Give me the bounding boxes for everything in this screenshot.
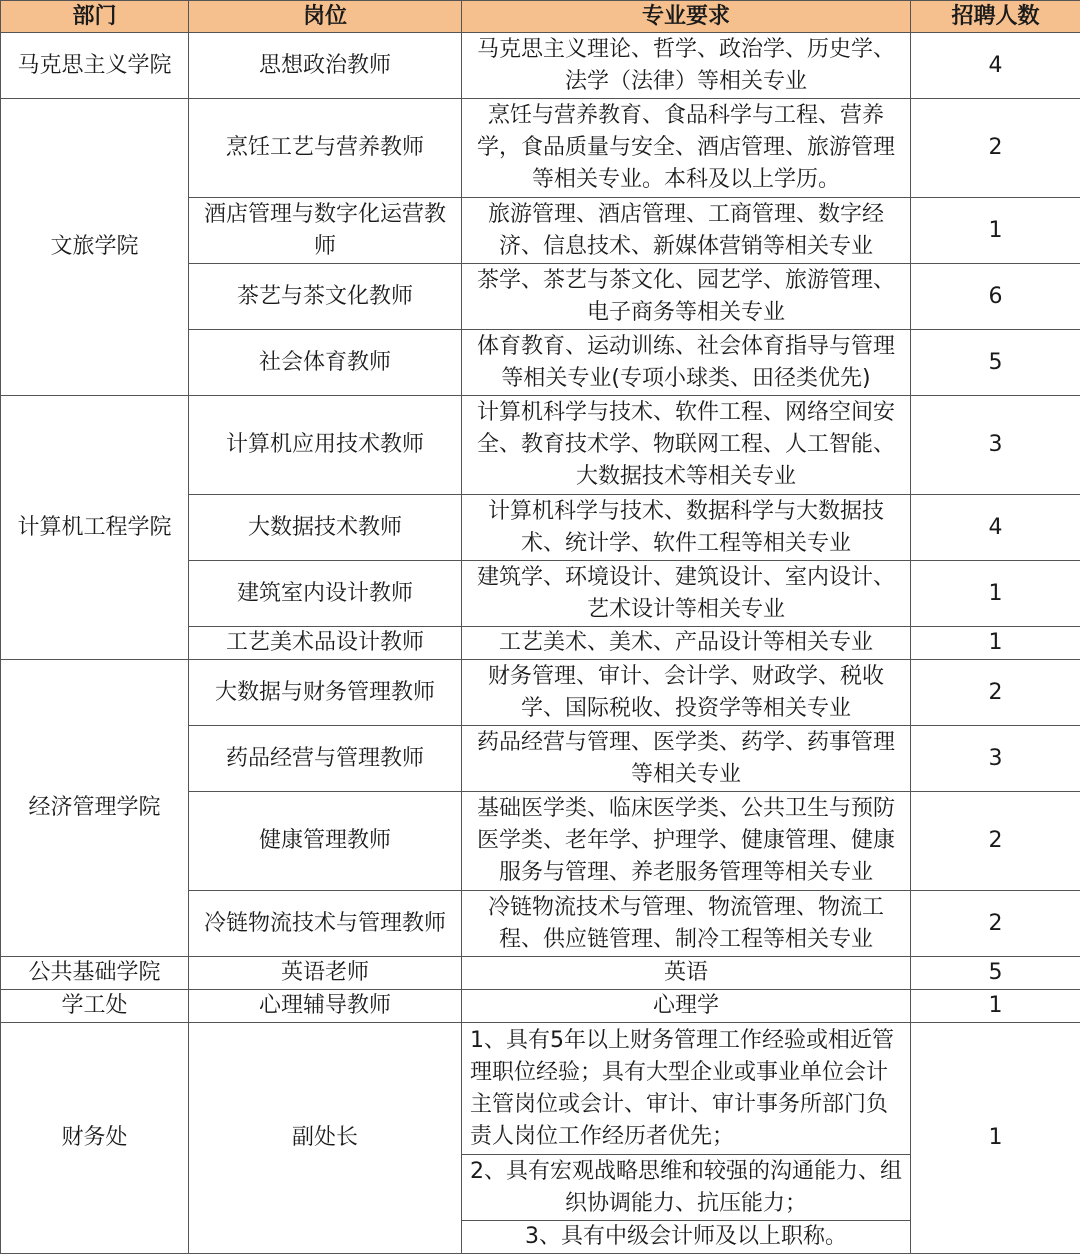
position-cell: 药品经营与管理教师 bbox=[189, 726, 462, 792]
position-cell: 社会体育教师 bbox=[189, 330, 462, 396]
count-cell: 1 bbox=[911, 627, 1080, 660]
requirement-cell: 旅游管理、酒店管理、工商管理、数字经济、信息技术、新媒体营销等相关专业 bbox=[462, 198, 911, 264]
table-row bbox=[1, 396, 1080, 495]
dept-cell: 学工处 bbox=[1, 990, 189, 1023]
requirement-cell: 建筑学、环境设计、建筑设计、室内设计、艺术设计等相关专业 bbox=[462, 561, 911, 627]
count-cell: 2 bbox=[911, 792, 1080, 891]
position-cell: 烹饪工艺与营养教师 bbox=[189, 99, 462, 198]
count-cell: 2 bbox=[911, 891, 1080, 957]
requirement-cell: 心理学 bbox=[462, 990, 911, 1023]
header-row bbox=[1, 1, 1080, 33]
requirement-cell: 烹饪与营养教育、食品科学与工程、营养学，食品质量与安全、酒店管理、旅游管理等相关专业。本科及以上学历。 bbox=[462, 99, 911, 198]
requirement-cell: 3、具有中级会计师及以上职称。 bbox=[462, 1221, 911, 1254]
count-cell: 4 bbox=[911, 495, 1080, 561]
position-cell: 思想政治教师 bbox=[189, 33, 462, 99]
count-cell: 1 bbox=[911, 1023, 1080, 1254]
dept-cell: 经济管理学院 bbox=[1, 660, 189, 957]
requirement-cell: 冷链物流技术与管理、物流管理、物流工程、供应链管理、制冷工程等相关专业 bbox=[462, 891, 911, 957]
table-row bbox=[1, 1023, 1080, 1155]
requirement-cell: 体育教育、运动训练、社会体育指导与管理等相关专业(专项小球类、田径类优先) bbox=[462, 330, 911, 396]
position-cell: 建筑室内设计教师 bbox=[189, 561, 462, 627]
count-cell: 3 bbox=[911, 726, 1080, 792]
count-cell: 5 bbox=[911, 957, 1080, 990]
dept-cell: 马克思主义学院 bbox=[1, 33, 189, 99]
position-cell: 冷链物流技术与管理教师 bbox=[189, 891, 462, 957]
count-cell: 4 bbox=[911, 33, 1080, 99]
requirement-cell: 药品经营与管理、医学类、药学、药事管理等相关专业 bbox=[462, 726, 911, 792]
count-cell: 2 bbox=[911, 660, 1080, 726]
position-cell: 大数据技术教师 bbox=[189, 495, 462, 561]
header-position: 岗位 bbox=[189, 1, 462, 33]
header-count: 招聘人数 bbox=[911, 1, 1080, 33]
position-cell: 茶艺与茶文化教师 bbox=[189, 264, 462, 330]
requirement-cell: 茶学、茶艺与茶文化、园艺学、旅游管理、电子商务等相关专业 bbox=[462, 264, 911, 330]
position-cell: 副处长 bbox=[189, 1023, 462, 1254]
requirement-cell: 2、具有宏观战略思维和较强的沟通能力、组织协调能力、抗压能力； bbox=[462, 1155, 911, 1221]
table-row bbox=[1, 990, 1080, 1023]
requirement-cell: 计算机科学与技术、软件工程、网络空间安全、教育技术学、物联网工程、人工智能、大数据技术等相关专业 bbox=[462, 396, 911, 495]
requirement-cell: 财务管理、审计、会计学、财政学、税收学、国际税收、投资学等相关专业 bbox=[462, 660, 911, 726]
count-cell: 3 bbox=[911, 396, 1080, 495]
table-row bbox=[1, 99, 1080, 198]
position-cell: 心理辅导教师 bbox=[189, 990, 462, 1023]
position-cell: 酒店管理与数字化运营教师 bbox=[189, 198, 462, 264]
dept-cell: 财务处 bbox=[1, 1023, 189, 1254]
header-requirement: 专业要求 bbox=[462, 1, 911, 33]
position-cell: 工艺美术品设计教师 bbox=[189, 627, 462, 660]
count-cell: 5 bbox=[911, 330, 1080, 396]
count-cell: 1 bbox=[911, 561, 1080, 627]
position-cell: 大数据与财务管理教师 bbox=[189, 660, 462, 726]
header-dept: 部门 bbox=[1, 1, 189, 33]
requirement-cell: 计算机科学与技术、数据科学与大数据技术、统计学、软件工程等相关专业 bbox=[462, 495, 911, 561]
position-cell: 健康管理教师 bbox=[189, 792, 462, 891]
requirement-cell: 基础医学类、临床医学类、公共卫生与预防医学类、老年学、护理学、健康管理、健康服务与管理、养老服务管理等相关专业 bbox=[462, 792, 911, 891]
table-row bbox=[1, 660, 1080, 726]
table-row bbox=[1, 33, 1080, 99]
dept-cell: 计算机工程学院 bbox=[1, 396, 189, 660]
requirement-cell: 马克思主义理论、哲学、政治学、历史学、法学（法律）等相关专业 bbox=[462, 33, 911, 99]
position-cell: 英语老师 bbox=[189, 957, 462, 990]
dept-cell: 公共基础学院 bbox=[1, 957, 189, 990]
table-row bbox=[1, 957, 1080, 990]
position-cell: 计算机应用技术教师 bbox=[189, 396, 462, 495]
count-cell: 1 bbox=[911, 990, 1080, 1023]
count-cell: 6 bbox=[911, 264, 1080, 330]
dept-cell: 文旅学院 bbox=[1, 99, 189, 396]
requirement-cell: 工艺美术、美术、产品设计等相关专业 bbox=[462, 627, 911, 660]
requirement-cell: 英语 bbox=[462, 957, 911, 990]
count-cell: 2 bbox=[911, 99, 1080, 198]
count-cell: 1 bbox=[911, 198, 1080, 264]
requirement-cell: 1、具有5年以上财务管理工作经验或相近管理职位经验；具有大型企业或事业单位会计主管岗位或会计、审计、审计事务所部门负责人岗位工作经历者优先； bbox=[462, 1023, 911, 1155]
